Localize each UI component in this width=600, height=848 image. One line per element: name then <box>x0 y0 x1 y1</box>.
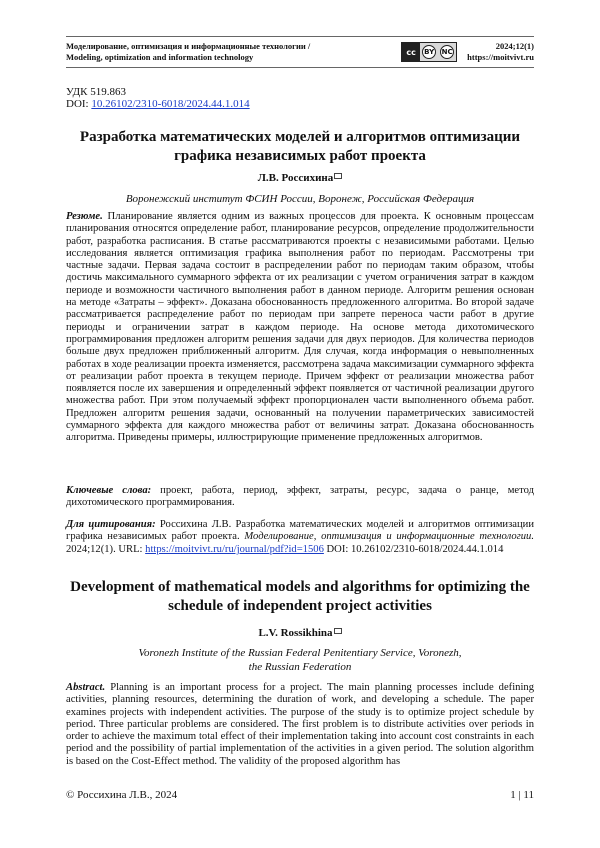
keywords-text-ru: проект, работа, период, эффект, затраты, ресурс, задача о ранце, метод дихотомического программирования. <box>66 485 534 509</box>
abstract-en <box>66 682 534 768</box>
keywords-label-ru: Ключевые слова: <box>66 485 152 496</box>
doi-prefix: DOI: <box>66 98 92 110</box>
abstract-label-en: Abstract. <box>66 682 106 693</box>
cite-label: Для цитирования: <box>66 519 156 530</box>
journal-header <box>66 36 534 68</box>
affiliation-en-line1: Voronezh Institute of the Russian Federal Penitentiary Service, Voronezh, <box>138 647 462 659</box>
by-icon: BY <box>422 45 436 59</box>
title-ru: Разработка математических моделей и алгоритмов оптимизации графика независимых работ проекта <box>79 129 521 164</box>
abstract-label-ru: Резюме. <box>66 211 103 222</box>
title-en: Development of mathematical models and algorithms for optimizing the schedule of independent project activities <box>70 579 530 614</box>
cc-icon: cc <box>402 43 420 61</box>
page-footer <box>66 789 534 801</box>
journal-site[interactable]: https://moitvivt.ru <box>467 52 534 62</box>
udk: УДК 519.863 <box>66 86 127 98</box>
abstract-text-en: Planning is an important process for a project. The main planning processes include defining activities, planning resources, determining the duration of work, and developing a schedule. The paper examines projects with independent activities. The purpose of the study is to optimize project schedule by period. Three particular problems are considered. The first problem is to distribute activities over periods in order to achieve the maximum total effect of their implementation taking into account cost constraints in each period and the possibility of partial implementation of the activities in a given period. The solution algorithm is based on the Cost-Effect method. The validity of the proposed algorithm has <box>66 682 534 767</box>
cite-rest: 2024;12(1). URL: <box>66 543 143 555</box>
author-name-en: L.V. Rossikhina <box>258 627 333 639</box>
issue-number: 2024;12(1) <box>495 41 534 51</box>
cite-url-link[interactable]: https://moitvivt.ru/ru/journal/pdf?id=1506 <box>145 543 324 555</box>
page-number: 1 | 11 <box>510 789 534 801</box>
nc-icon: NC <box>440 45 454 59</box>
affiliation-ru: Воронежский институт ФСИН России, Воронеж, Российская Федерация <box>125 193 475 205</box>
abstract-text-ru: Планирование является одним из важных процессов для проекта. К основным процессам планирования относятся определение работ, планирование ресурсов, определение продолжительности работ, разработка расписания. В статье рассматриваются проекты с независимыми работами. Целью исследования является оптимизация графика выполнения работ по периодам. Рассмотрены три частные задачи. Первая задача состоит в распределении работ по периодам таким образом, чтобы достичь максимального суммарного эффекта от их реализации с учетом ограничения затрат в каждом периоде и возможности частичного выполнения работ в данном периоде. Алгоритм решения основан на методе «Затраты – эффект». Доказана обоснованность предложенного алгоритма. Во второй задаче рассматривается распределение работ по периодам при запрете переноса части работ в другие периоды и ограничении затрат в каждом периоде. На основе метода дихотомического программирования предложен алгоритм решения задачи для двух периодов. Для количества периодов больше двух предложен приближенный алгоритм. Для случая, когда информация о невыполненных работах в ходе реализации проекта изменяется, рассмотрена задача максимизации суммарного эффекта от реализации работ проекта в текущем периоде. Причем эффект от реализации множества работ появляется после их завершения и определенный эффект появляется от частичной реализации другого множества работ. При этом получаемый эффект пропорционален части выполненного объема работ. Предложен алгоритм решения задачи, основанный на получении параметрических зависимостей суммарного эффекта для каждого множества работ от величины затрат. Доказана обоснованность алгоритма. Приведены примеры, иллюстрирующие применение предложенных алгоритмов. <box>66 211 534 444</box>
copyright: © Россихина Л.В., 2024 <box>66 789 178 801</box>
author-en <box>66 627 534 639</box>
affiliation-en-line2: the Russian Federation <box>248 661 352 673</box>
journal-name-ru: Моделирование, оптимизация и информационные технологии / <box>66 41 311 51</box>
affiliation-en <box>66 646 534 674</box>
udk-doi-block <box>66 86 250 110</box>
cite-doi: DOI: 10.26102/2310-6018/2024.44.1.014 <box>326 543 504 555</box>
doi-line <box>66 98 250 110</box>
mail-icon[interactable] <box>334 173 342 179</box>
keywords-ru <box>66 485 534 510</box>
journal-name <box>66 41 366 63</box>
mail-icon[interactable] <box>334 628 342 634</box>
author-name-ru: Л.В. Россихина <box>257 172 334 184</box>
doi-link[interactable]: 10.26102/2310-6018/2024.44.1.014 <box>91 98 250 110</box>
cite-text: Россихина Л.В. Разработка математических моделей и алгоритмов оптимизации графика независимых работ проекта. <box>66 519 534 543</box>
cc-license-badge <box>401 42 457 62</box>
author-ru <box>66 172 534 184</box>
abstract-ru <box>66 211 534 445</box>
citation-ru <box>66 519 534 556</box>
cite-journal: Моделирование, оптимизация и информационные технологии. <box>244 531 534 543</box>
journal-name-en: Modeling, optimization and information technology <box>66 52 254 62</box>
